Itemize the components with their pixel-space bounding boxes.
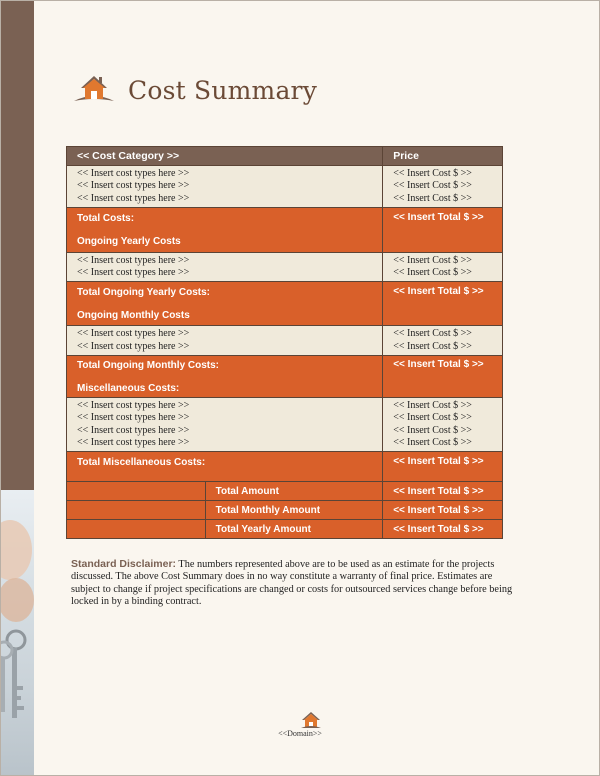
total-value: << Insert Total $ >> [383, 452, 503, 482]
cost-type-item: << Insert cost types here >> [77, 254, 190, 266]
total-label: Total Miscellaneous Costs: [77, 457, 206, 469]
summary-value: << Insert Total $ >> [383, 501, 503, 520]
disclaimer-text: The numbers represented above are to be used as an estimate for the projects discussed. The above Cost Summary does in no way constitute a warranty of final price. Estimates are subject to change if project specifications are changed or costs for outsourced services change before being locked in by a binding contract. [71, 559, 513, 608]
total-label-cell [67, 452, 383, 482]
summary-blank-cell [67, 520, 206, 539]
cost-type-item: << Insert cost types here >> [77, 340, 190, 352]
cost-price-item: << Insert Cost $ >> [393, 436, 472, 448]
cost-price-item: << Insert Cost $ >> [393, 424, 472, 436]
total-label: Total Ongoing Monthly Costs: [77, 360, 220, 372]
cost-price-item: << Insert Cost $ >> [393, 400, 472, 412]
summary-row [67, 520, 503, 539]
cost-items-row [67, 166, 503, 208]
cost-price-item: << Insert Cost $ >> [393, 180, 472, 192]
total-label-cell [67, 282, 383, 326]
header [72, 70, 317, 110]
cost-price-cell [383, 166, 503, 208]
cost-summary-table [66, 146, 503, 539]
total-label: Total Ongoing Yearly Costs: [77, 287, 210, 299]
page-title: Cost Summary [128, 75, 318, 105]
total-label: Total Costs: [77, 212, 135, 224]
cost-price-item: << Insert Cost $ >> [393, 340, 472, 352]
cost-type-item: << Insert cost types here >> [77, 436, 190, 448]
cost-type-cell [67, 326, 383, 356]
cost-type-item: << Insert cost types here >> [77, 180, 190, 192]
summary-blank-cell [67, 482, 206, 501]
cost-price-item: << Insert Cost $ >> [393, 267, 472, 279]
cost-items-row [67, 398, 503, 452]
section-heading: Ongoing Yearly Costs [77, 235, 181, 247]
summary-label: Total Yearly Amount [205, 520, 383, 539]
summary-row [67, 501, 503, 520]
cost-type-item: << Insert cost types here >> [77, 328, 190, 340]
cost-type-item: << Insert cost types here >> [77, 424, 190, 436]
cost-type-cell [67, 166, 383, 208]
cost-price-item: << Insert Cost $ >> [393, 328, 472, 340]
cost-price-item: << Insert Cost $ >> [393, 192, 472, 204]
summary-value: << Insert Total $ >> [383, 482, 503, 501]
header-price: Price [383, 147, 503, 166]
cost-items-row [67, 326, 503, 356]
sidebar-band [0, 0, 34, 490]
total-label-cell [67, 207, 383, 252]
total-value: << Insert Total $ >> [383, 207, 503, 252]
summary-row [67, 482, 503, 501]
total-row [67, 452, 503, 482]
cost-type-item: << Insert cost types here >> [77, 192, 190, 204]
cost-price-item: << Insert Cost $ >> [393, 168, 472, 179]
cost-type-cell [67, 252, 383, 282]
cost-price-item: << Insert Cost $ >> [393, 254, 472, 266]
summary-label: Total Amount [205, 482, 383, 501]
section-heading: Miscellaneous Costs: [77, 383, 180, 395]
house-logo-icon [72, 71, 116, 110]
cost-type-item: << Insert cost types here >> [77, 168, 190, 179]
header-category: << Cost Category >> [67, 147, 383, 166]
total-row [67, 356, 503, 398]
cost-type-cell [67, 398, 383, 452]
summary-value: << Insert Total $ >> [383, 520, 503, 539]
cost-price-cell [383, 326, 503, 356]
total-label-cell [67, 356, 383, 398]
total-value: << Insert Total $ >> [383, 356, 503, 398]
cost-price-item: << Insert Cost $ >> [393, 412, 472, 424]
summary-blank-cell [67, 501, 206, 520]
section-heading: Ongoing Monthly Costs [77, 310, 190, 322]
total-value: << Insert Total $ >> [383, 282, 503, 326]
table-header-row [67, 147, 503, 166]
total-row [67, 282, 503, 326]
cost-items-row [67, 252, 503, 282]
cost-type-item: << Insert cost types here >> [77, 400, 190, 412]
cost-price-cell [383, 252, 503, 282]
cost-price-cell [383, 398, 503, 452]
disclaimer [71, 558, 521, 609]
footer-domain: <<Domain>> [278, 729, 322, 738]
cost-type-item: << Insert cost types here >> [77, 412, 190, 424]
disclaimer-label: Standard Disclaimer: [71, 558, 177, 570]
total-row [67, 207, 503, 252]
cost-type-item: << Insert cost types here >> [77, 267, 190, 279]
summary-label: Total Monthly Amount [205, 501, 383, 520]
